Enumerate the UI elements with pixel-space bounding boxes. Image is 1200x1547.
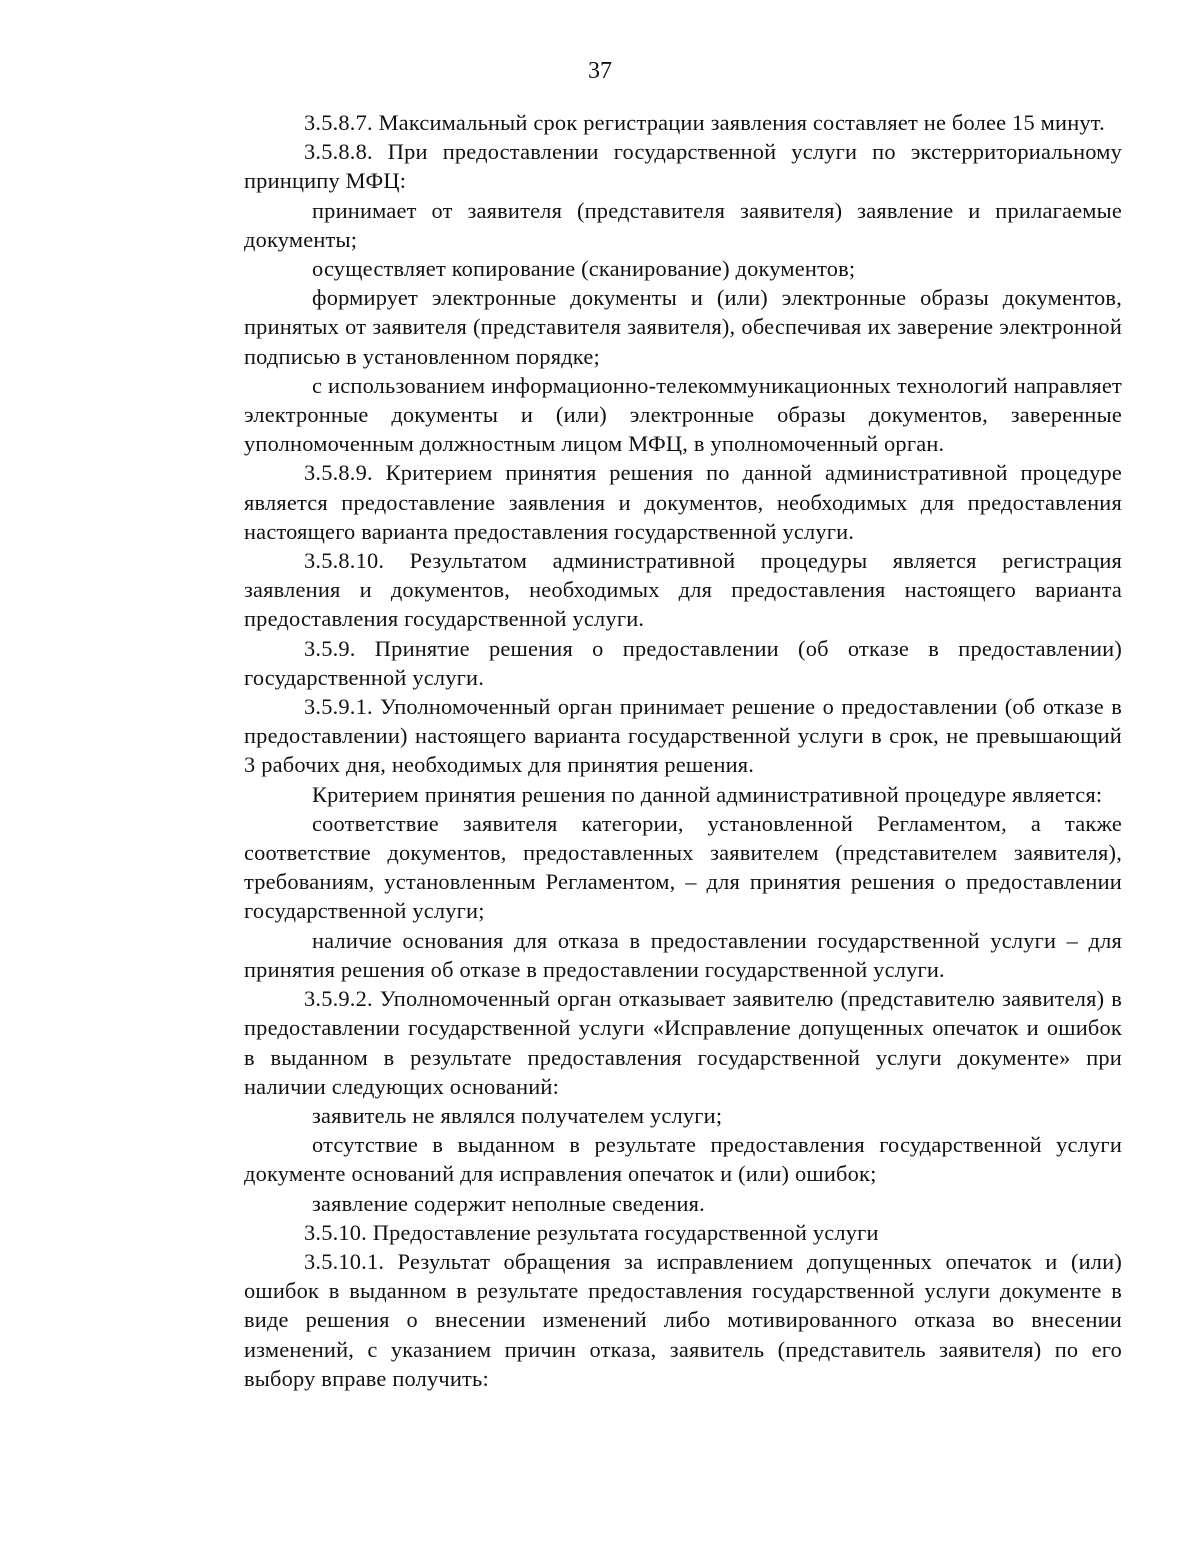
paragraph-3-5-8-8: 3.5.8.8. При предоставлении государственной услуги по экстерриториальному принципу МФЦ:	[244, 139, 1122, 194]
list-item: заявление содержит неполные сведения.	[312, 1190, 705, 1216]
list-item: осуществляет копирование (сканирование) документов;	[312, 256, 856, 282]
list-item: заявитель не являлся получателем услуги;	[312, 1102, 723, 1128]
list-item: принимает от заявителя (представителя заявителя) заявление и прилагаемые документы;	[244, 197, 1122, 252]
paragraph-3-5-9-1: 3.5.9.1. Уполномоченный орган принимает решение о предоставлении (об отказе в предоставлении) настоящего варианта государственной услуги в срок, не превышающий 3 рабочих дня, необходимых для принятия решения.	[244, 694, 1122, 778]
paragraph-3-5-10-1: 3.5.10.1. Результат обращения за исправлением допущенных опечаток и (или) ошибок в выданном в результате предоставления государственной услуги документе в виде решения о внесении изменений либо мотивированного отказа во внесении изменений, с указанием причин отказа, заявитель (представитель заявителя) по его выбору вправе получить:	[244, 1248, 1122, 1391]
list-item: отсутствие в выданном в результате предоставления государственной услуги документе оснований для исправления опечаток и (или) ошибок;	[244, 1132, 1122, 1187]
paragraph-3-5-8-7: 3.5.8.7. Максимальный срок регистрации заявления составляет не более 15 минут.	[304, 110, 1105, 135]
paragraph-3-5-9-2: 3.5.9.2. Уполномоченный орган отказывает заявителю (представителю заявителя) в предоставлении государственной услуги «Исправление допущенных опечаток и ошибок в выданном в результате предоставления государственной услуги документе» при наличии следующих оснований:	[244, 986, 1122, 1099]
page-number: 37	[588, 58, 612, 84]
list-item: наличие основания для отказа в предоставлении государственной услуги – для принятия решения об отказе в предоставлении государственной услуги.	[244, 927, 1122, 982]
paragraph-3-5-8-10: 3.5.8.10. Результатом административной процедуры является регистрация заявления и документов, необходимых для предоставления настоящего варианта предоставления государственной услуги.	[244, 548, 1122, 632]
paragraph-3-5-9: 3.5.9. Принятие решения о предоставлении (об отказе в предоставлении) государственной услуги.	[244, 635, 1122, 690]
document-body	[244, 108, 1122, 1393]
list-item: формирует электронные документы и (или) электронные образы документов, принятых от заявителя (представителя заявителя), обеспечивая их заверение электронной подписью в установленном порядке;	[244, 285, 1122, 369]
paragraph-3-5-8-9: 3.5.8.9. Критерием принятия решения по данной административной процедуре является предоставление заявления и документов, необходимых для предоставления настоящего варианта предоставления государственной услуги.	[244, 460, 1122, 544]
list-item: с использованием информационно-телекоммуникационных технологий направляет электронные документы и (или) электронные образы документов, заверенные уполномоченным должностным лицом МФЦ, в уполномоченный орган.	[244, 372, 1122, 457]
list-item: соответствие заявителя категории, установленной Регламентом, а также соответствие документов, предоставленных заявителем (представителем заявителя), требованиям, установленным Регламентом, – для принятия решения о предоставлении государственной услуги;	[244, 810, 1122, 924]
criteria-paragraph: Критерием принятия решения по данной административной процедуре является:	[312, 781, 1103, 807]
paragraph-3-5-10: 3.5.10. Предоставление результата государственной услуги	[304, 1219, 879, 1245]
